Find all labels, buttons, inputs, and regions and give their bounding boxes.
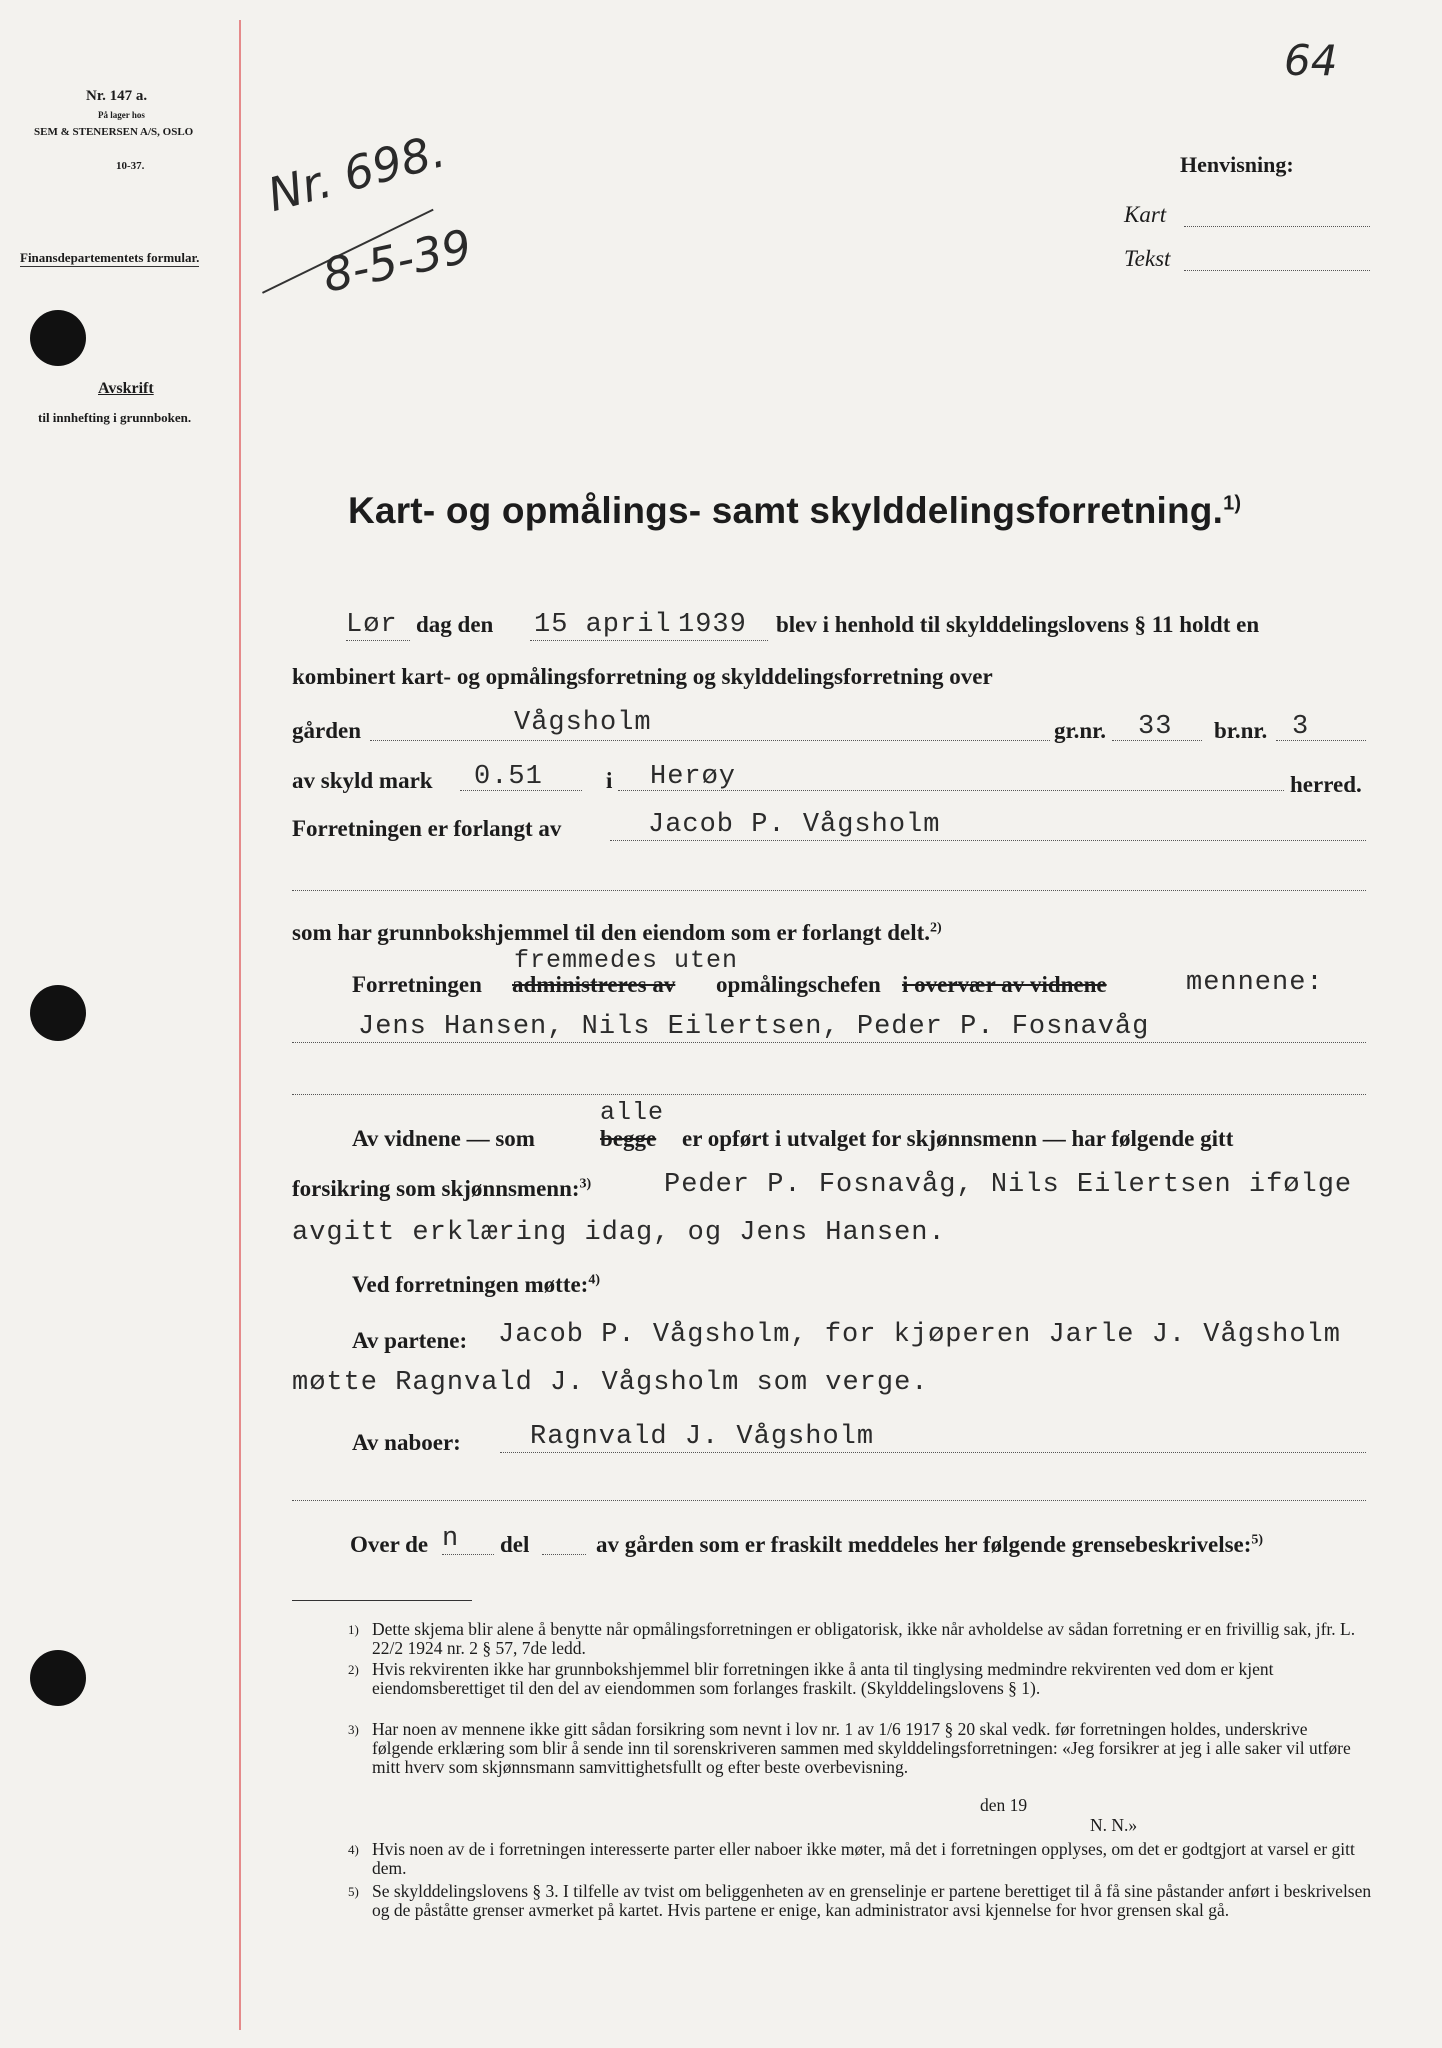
publisher-line1: På lager hos bbox=[98, 110, 145, 120]
present-label-text: Ved forretningen møtte: bbox=[352, 1272, 589, 1297]
neighbours-dotline bbox=[500, 1452, 1366, 1453]
date-dotline bbox=[530, 640, 768, 641]
document-title bbox=[348, 490, 1241, 532]
line1-rest: blev i henhold til skylddelingslovens § 11 holdt en bbox=[776, 612, 1260, 637]
admin-struck: administreres av bbox=[512, 972, 676, 997]
map-dotline bbox=[1184, 226, 1370, 227]
footnote-mark-2: 2) bbox=[348, 1662, 359, 1677]
dag-den-label: dag den bbox=[416, 612, 494, 637]
in-label: i bbox=[606, 768, 613, 793]
title-holder-text bbox=[292, 920, 942, 946]
del-dotline bbox=[542, 1554, 586, 1555]
edition: 10-37. bbox=[116, 160, 145, 172]
witnesses: Jens Hansen, Nils Eilertsen, Peder P. Fosnavåg bbox=[358, 1012, 1150, 1042]
admin-label: Forretningen bbox=[352, 972, 482, 997]
del-label: del bbox=[500, 1532, 530, 1557]
grnr-dotline bbox=[1112, 740, 1202, 741]
text-label: Tekst bbox=[1124, 246, 1171, 271]
grnr-value: 33 bbox=[1138, 712, 1173, 742]
over-n: n bbox=[442, 1524, 460, 1554]
vidnene-intro: Av vidnene — som bbox=[352, 1126, 535, 1151]
margin-rule bbox=[239, 20, 241, 2030]
text-dotline bbox=[1184, 270, 1370, 271]
footnote-4: Hvis noen av de i forretningen interesserte parter eller naboer ikke møter, må det i forretningen opplyses, om det er godtgjort at varsel er gitt dem. bbox=[372, 1839, 1355, 1878]
punch-hole-bottom bbox=[30, 1650, 86, 1706]
municipality-dotline bbox=[618, 790, 1284, 791]
footnote-3-date-line: den 19 bbox=[980, 1795, 1028, 1815]
boundary-fn: 5) bbox=[1251, 1532, 1264, 1548]
page-number: 64 bbox=[1284, 36, 1338, 85]
assurance-label-text: forsikring som skjønnsmenn: bbox=[292, 1176, 580, 1201]
footnote-5: Se skylddelingslovens § 3. I tilfelle av tvist om beliggenheten av en grenselinje er partene berettiget til å få sine påstander anført i beskrivelsen og de påståtte grenser avmerket på kartet. Hvis partene er enige, kan administrator avsi kjennelse for hvor grensen skal gå. bbox=[372, 1881, 1372, 1920]
admin-end: mennene: bbox=[1186, 968, 1324, 998]
requested-by: Jacob P. Vågsholm bbox=[648, 810, 941, 840]
copy-label: Avskrift bbox=[98, 380, 154, 397]
neighbours-label: Av naboer: bbox=[352, 1430, 461, 1455]
footnote-1: Dette skjema blir alene å benytte når opmålingsforretningen er obligatorisk, ikke når avholdelse av sådan forretning er en frivillig sak, jfr. L. 22/2 1924 nr. 2 § 57, 7de ledd. bbox=[372, 1619, 1356, 1658]
copy-purpose: til innhefting i grunnboken. bbox=[38, 410, 192, 425]
requested-dotline bbox=[610, 840, 1366, 841]
footnote-mark-3: 3) bbox=[348, 1722, 359, 1737]
assurance-label bbox=[292, 1176, 591, 1202]
title-text: Kart- og opmålings- samt skylddelingsforretning. bbox=[348, 490, 1224, 531]
farm-dotline bbox=[370, 740, 1050, 741]
blank-dotline-2 bbox=[292, 1094, 1366, 1095]
publisher-line2: SEM & STENERSEN A/S, OSLO bbox=[34, 126, 194, 138]
footnote-3: Har noen av mennene ikke gitt sådan forsikring som nevnt i lov nr. 1 av 1/6 1917 § 20 skal vedk. før forretningen holdes, underskrive følgende erklæring som blir å sende inn til sorenskriveren sammen med skylddelingsforretningen: «Jeg forsikrer at jeg i alle saker vil utføre mitt hverv som skjønnsmann samvittighetsfullt og efter beste overbevisning. bbox=[372, 1719, 1351, 1777]
brnr-value: 3 bbox=[1292, 712, 1310, 742]
handwritten-date: 8-5-39 bbox=[318, 218, 477, 303]
footnote-3-signature: N. N.» bbox=[1090, 1815, 1138, 1835]
present-label bbox=[352, 1272, 600, 1298]
assurance-text1: Peder P. Fosnavåg, Nils Eilertsen ifølge bbox=[664, 1170, 1353, 1200]
year-value: 1939 bbox=[678, 610, 747, 640]
grnr-label: gr.nr. bbox=[1054, 718, 1106, 743]
ministry-form: Finansdepartementets formular. bbox=[20, 250, 200, 265]
handwritten-reference: Nr. 698. bbox=[262, 123, 451, 223]
title-holder-sentence: som har grunnbokshjemmel til den eiendom som er forlangt delt. bbox=[292, 920, 931, 945]
punch-hole-middle bbox=[30, 985, 86, 1041]
reference-label: Henvisning: bbox=[1180, 152, 1294, 177]
title-footnote-mark: 1) bbox=[1223, 492, 1242, 515]
admin-struck2: i overvær av vidnene bbox=[902, 972, 1107, 997]
assurance-text2: avgitt erklæring idag, og Jens Hansen. bbox=[292, 1218, 946, 1248]
date-value: 15 april bbox=[534, 610, 672, 640]
admin-mid: opmålingschefen bbox=[716, 972, 881, 997]
farm-name: Vågsholm bbox=[514, 708, 652, 738]
weekday-prefix: Lør bbox=[346, 610, 398, 640]
blank-dotline-1 bbox=[292, 890, 1366, 891]
brnr-dotline bbox=[1276, 740, 1366, 741]
tax-dotline bbox=[460, 790, 582, 791]
parties-text1: Jacob P. Vågsholm, for kjøperen Jarle J. Vågsholm bbox=[498, 1320, 1341, 1350]
over-label: Over de bbox=[350, 1532, 429, 1557]
blank-dotline-3 bbox=[292, 1500, 1366, 1501]
footnote-separator bbox=[292, 1600, 472, 1601]
weekday-dotline bbox=[346, 640, 410, 641]
tax-value: 0.51 bbox=[474, 762, 543, 792]
insert-alle: alle bbox=[600, 1098, 665, 1127]
municipality: Herøy bbox=[650, 762, 737, 792]
begge-struck: begge bbox=[600, 1126, 657, 1151]
insert-above: fremmedes uten bbox=[514, 946, 739, 975]
present-fn: 4) bbox=[588, 1272, 601, 1288]
footnote-mark-4: 4) bbox=[348, 1842, 359, 1857]
footnote-mark-1: 1) bbox=[348, 1622, 359, 1637]
punch-hole-top bbox=[30, 310, 86, 366]
map-label: Kart bbox=[1124, 202, 1167, 227]
over-dotline bbox=[442, 1554, 494, 1555]
boundary-sentence: av gården som er fraskilt meddeles her følgende grensebeskrivelse: bbox=[596, 1532, 1252, 1557]
tax-label: av skyld mark bbox=[292, 768, 433, 793]
footnote-2: Hvis rekvirenten ikke har grunnbokshjemmel blir forretningen ikke å anta til tinglysing medmindre rekvirenten ved dom er kjent eiendomsberettiget til den del av eiendommen som forlanges fraskilt. (Skylddelingslovens § 1). bbox=[372, 1659, 1274, 1698]
form-number: Nr. 147 a. bbox=[86, 88, 148, 104]
district-label: herred. bbox=[1290, 772, 1362, 797]
boundary-text bbox=[596, 1532, 1263, 1558]
footnote-mark-5: 5) bbox=[348, 1884, 359, 1899]
line2-text: kombinert kart- og opmålingsforretning og skylddelingsforretning over bbox=[292, 664, 993, 689]
vidnene-rest: er opført i utvalget for skjønnsmenn — har følgende gitt bbox=[682, 1126, 1234, 1151]
requested-label: Forretningen er forlangt av bbox=[292, 816, 562, 841]
witnesses-dotline bbox=[292, 1042, 1366, 1043]
assurance-fn: 3) bbox=[579, 1176, 592, 1192]
parties-text2: møtte Ragnvald J. Vågsholm som verge. bbox=[292, 1368, 929, 1398]
title-holder-fn: 2) bbox=[930, 920, 942, 936]
brnr-label: br.nr. bbox=[1214, 718, 1268, 743]
neighbours-text: Ragnvald J. Vågsholm bbox=[530, 1422, 875, 1452]
parties-label: Av partene: bbox=[352, 1328, 468, 1353]
farm-label: gården bbox=[292, 718, 361, 743]
